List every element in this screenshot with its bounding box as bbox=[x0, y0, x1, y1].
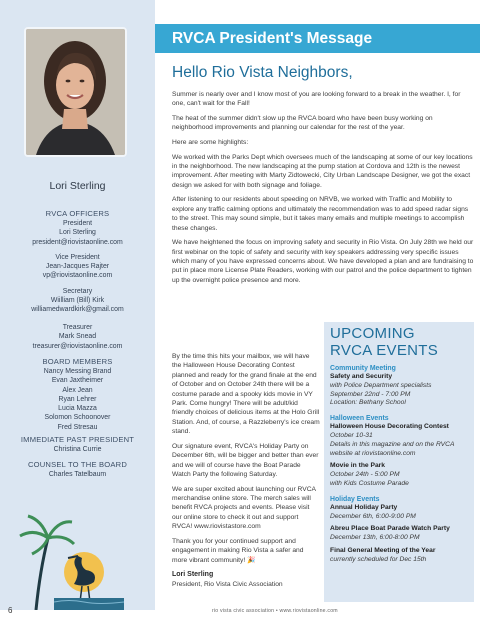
officer-email[interactable]: vp@riovistaonline.com bbox=[42, 272, 113, 280]
paragraph: We are super excited about launching our RVCA merchandise online store. The merch sales will benefit RVCA projects and events. Please visit our online store to check it out and support RVCA! www.riovistastore.com bbox=[172, 485, 316, 531]
officer-secretary bbox=[0, 287, 155, 315]
event-detail: October 24th - 5:00 PM bbox=[330, 471, 400, 479]
event-name: Halloween House Decorating Contest bbox=[330, 423, 449, 431]
paragraph: By the time this hits your mailbox, we will have the Halloween House Decorating Contest planned and ready for the grand finale at the end of October and on October 24th there will be a costume parade and a spooky kids movie in VY Park. Come hungry! There will be adult/kid friendly choices of delicious items at the Holo Grill Station. And, of course, a Razzleberry's ice cream stand. bbox=[172, 353, 320, 436]
event-detail: with Kids Costume Parade bbox=[330, 479, 409, 487]
board-member: Evan Jaxtheimer bbox=[51, 377, 104, 385]
event-name: Annual Holiday Party bbox=[330, 503, 398, 511]
officer-email[interactable]: president@riovistaonline.com bbox=[32, 238, 123, 246]
events-heading-line: UPCOMING bbox=[330, 325, 415, 342]
board-member: Fred Stresau bbox=[57, 423, 98, 431]
paragraph: Summer is nearly over and I know most of you are looking forward to a break in the weather. I, for one, can't wait for the Fall! bbox=[172, 91, 461, 108]
event-name: Final General Meeting of the Year bbox=[330, 546, 436, 554]
event-detail: September 22nd - 7:00 PM bbox=[330, 390, 411, 398]
page-number: 6 bbox=[8, 606, 13, 615]
officer-name: Wiilliam (Bill) Kirk bbox=[50, 297, 105, 305]
event-detail: December 6th, 6:00-9:00 PM bbox=[330, 512, 416, 520]
officer-name: Lori Sterling bbox=[59, 229, 96, 237]
event-category: Community Meeting bbox=[330, 365, 396, 372]
event-detail: October 10-31 bbox=[330, 431, 373, 439]
officer-email[interactable]: williamedwardkirk@gmail.com bbox=[31, 306, 124, 314]
signature-title: President, Rio Vista Civic Association bbox=[172, 580, 283, 588]
event-name: Abreu Place Boat Parade Watch Party bbox=[330, 525, 450, 533]
paragraph: We worked with the Parks Dept which oversees much of the landscaping at some of our key locations in the neighborhood. The new landscaping at the pump station at Cordova and 12th is the newest improvement. After meeting with Marty Zidtowecki, City Urban Landscape Designer, we got the exact design we asked for with both signage and foliage. bbox=[172, 153, 473, 189]
event-category: Halloween Events bbox=[330, 415, 389, 423]
board-section bbox=[0, 357, 155, 432]
officer-treasurer bbox=[0, 323, 155, 351]
event-detail: currently scheduled for Dec 15th bbox=[330, 555, 427, 563]
past-president-name: Christina Currie bbox=[53, 446, 102, 453]
president-name: Lori Sterling bbox=[49, 180, 106, 192]
officer-role: Treasurer bbox=[62, 324, 93, 331]
paragraph: The heat of the summer didn't slow up the RVCA board who have been busy working on neighborhood improvements and planning our calendar for the rest of the year. bbox=[172, 115, 433, 132]
event-name: Safety and Security bbox=[330, 373, 393, 380]
page-title: RVCA President's Message bbox=[155, 24, 480, 53]
paragraph: Our signature event, RVCA's Holiday Party on December 6th, will be bigger and better than ever and we will of course have the Boat Parade Watch Party the following Saturday. bbox=[172, 442, 319, 479]
officer-role: President bbox=[62, 220, 93, 227]
officers-section bbox=[0, 209, 155, 315]
event-detail: Details in this magazine and on the RVCA website at riovistaonline.com bbox=[330, 440, 455, 457]
events-heading bbox=[330, 325, 438, 359]
officer-name: Jean-Jacques Rajter bbox=[45, 263, 110, 271]
past-president-section bbox=[0, 435, 155, 454]
past-president-heading: IMMEDIATE PAST PRESIDENT bbox=[20, 435, 135, 444]
letter-body-continued bbox=[172, 352, 320, 589]
counsel-name: Charles Tatelbaum bbox=[48, 471, 107, 478]
officer-name: Mark Snead bbox=[58, 333, 97, 341]
heron-palm-illustration bbox=[14, 510, 124, 610]
officer-email[interactable]: treasurer@riovistaonline.com bbox=[32, 342, 123, 350]
greeting-heading: Hello Rio Vista Neighbors, bbox=[172, 64, 353, 81]
paragraph: Here are some highlights: bbox=[172, 139, 249, 146]
page-footer: rio vista civic association • www.riovistaonline.com bbox=[212, 608, 338, 614]
officer-role: Vice President bbox=[55, 253, 100, 261]
events-list bbox=[330, 364, 470, 565]
event-name: Movie in the Park bbox=[330, 462, 386, 470]
officer-president bbox=[0, 219, 155, 247]
letter-body bbox=[172, 90, 474, 290]
officer-vice-president bbox=[0, 253, 155, 281]
events-heading-line: RVCA EVENTS bbox=[330, 342, 439, 359]
board-member: Nancy Messing Brand bbox=[43, 368, 112, 375]
board-member: Lucia Mazza bbox=[58, 405, 97, 413]
paragraph: We have heightened the focus on improving safety and security in Rio Vista. On July 28th we held our first webinar on the topic of safety and security with key speakers addressing very specific issues which many of you have expressed concerns about. We have developed a plan and are fundraising to put in place more License Plate Readers, working with our patrol and the police department to tighten up the overnight police presence and more. bbox=[172, 239, 474, 284]
event-detail: with Police Department specialists bbox=[330, 381, 432, 389]
signature-name: Lori Sterling bbox=[172, 571, 214, 579]
counsel-section bbox=[0, 460, 155, 479]
sidebar bbox=[0, 0, 155, 610]
board-member: Alex Jean bbox=[62, 386, 93, 394]
president-photo bbox=[24, 27, 127, 157]
paragraph: After listening to our residents about speeding on NRVB, we worked with Traffic and Mobility to explore any traffic calming options and ultimately the recommendation was to add speed radar signs to the street. This may sound simple, but it takes many emails and multiple meetings to accomplish these changes. bbox=[172, 196, 469, 232]
counsel-heading: COUNSEL TO THE BOARD bbox=[27, 460, 128, 469]
board-member: Ryan Lehrer bbox=[58, 395, 97, 403]
event-category: Holiday Events bbox=[330, 495, 380, 503]
officer-role: Secretary bbox=[62, 287, 93, 295]
officers-heading: RVCA OFFICERS bbox=[45, 209, 110, 218]
paragraph: Thank you for your continued support and engagement in making Rio Vista a safer and more vibrant community! 🎉 bbox=[172, 537, 304, 564]
board-heading: BOARD MEMBERS bbox=[42, 357, 113, 366]
upcoming-events-box bbox=[324, 322, 474, 602]
event-detail: Location: Bethany School bbox=[330, 399, 406, 407]
event-detail: December 13th, 6:00-8:00 PM bbox=[330, 534, 420, 542]
board-member: Solomon Schoonover bbox=[44, 414, 111, 422]
